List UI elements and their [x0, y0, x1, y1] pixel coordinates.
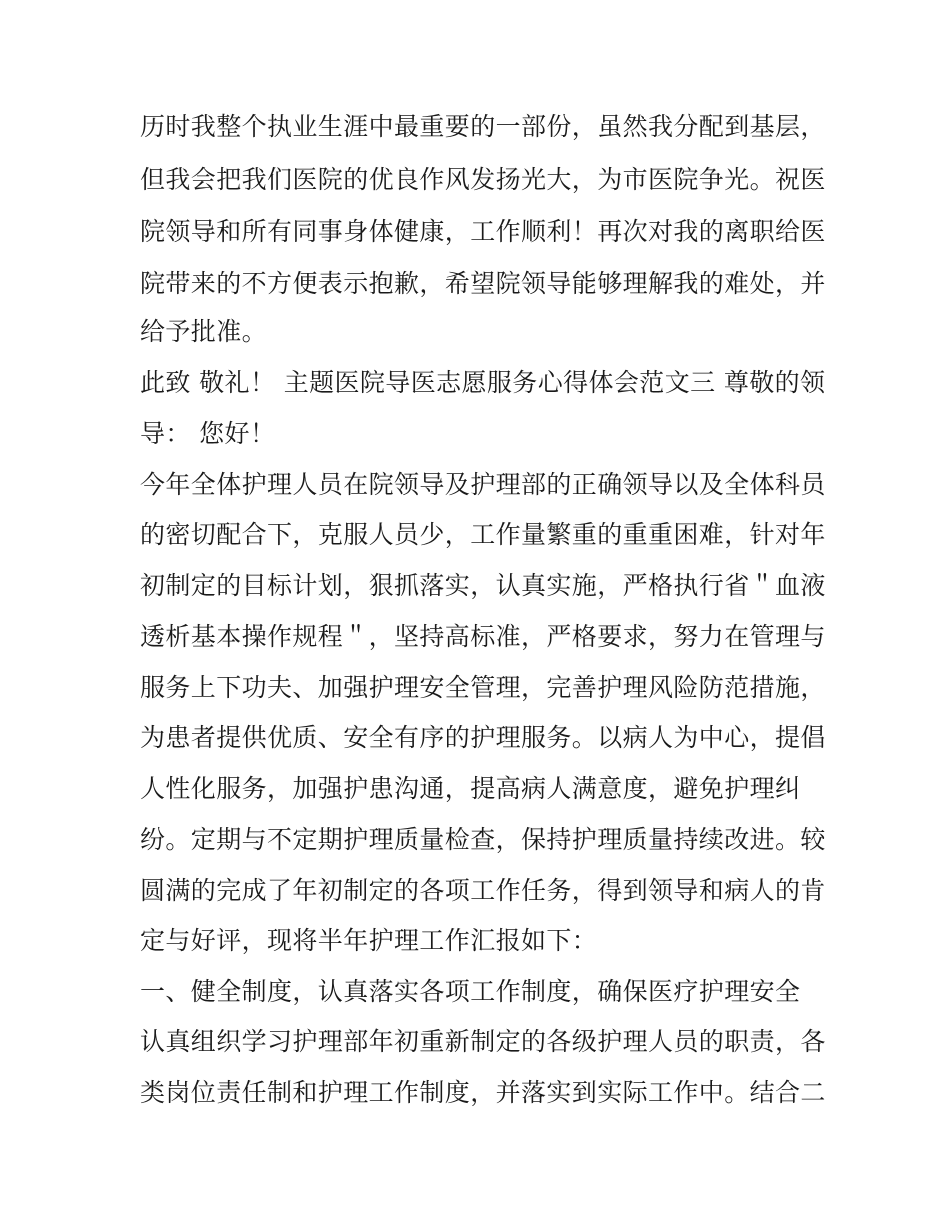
text-line: 服务上下功夫、加强护理安全管理，完善护理风险防范措施， [140, 673, 826, 702]
text-line: 纷。定期与不定期护理质量检查，保持护理质量持续改进。较 [140, 825, 826, 854]
text-line: 初制定的目标计划，狠抓落实，认真实施，严格执行省＂血液 [140, 571, 826, 600]
text-line: 类岗位责任制和护理工作制度，并落实到实际工作中。结合二 [140, 1078, 826, 1107]
text-line: 给予批准。 [140, 317, 268, 346]
text-line: 定与好评，现将半年护理工作汇报如下： [140, 926, 598, 955]
text-line: 院领导和所有同事身体健康，工作顺利！再次对我的离职给医 [140, 217, 826, 246]
text-line: 导： 您好！ [140, 419, 276, 448]
text-line: 的密切配合下，克服人员少，工作量繁重的重重困难，针对年 [140, 520, 826, 549]
text-line: 为患者提供优质、安全有序的护理服务。以病人为中心，提倡 [140, 723, 826, 752]
text-line: 透析基本操作规程＂，坚持高标准，严格要求，努力在管理与 [140, 622, 826, 651]
text-line: 一、健全制度，认真落实各项工作制度，确保医疗护理安全 [140, 977, 801, 1006]
text-line: 此致 敬礼！ 主题医院导医志愿服务心得体会范文三 尊敬的领 [140, 368, 826, 397]
text-line: 认真组织学习护理部年初重新制定的各级护理人员的职责，各 [140, 1027, 826, 1056]
text-line: 今年全体护理人员在院领导及护理部的正确领导以及全体科员 [140, 470, 826, 499]
text-line: 人性化服务，加强护患沟通，提高病人满意度，避免护理纠 [140, 774, 801, 803]
text-line: 历时我整个执业生涯中最重要的一部份，虽然我分配到基层， [140, 112, 826, 141]
text-line: 圆满的完成了年初制定的各项工作任务，得到领导和病人的肯 [140, 876, 826, 905]
text-line: 但我会把我们医院的优良作风发扬光大，为市医院争光。祝医 [140, 165, 826, 194]
text-line: 院带来的不方便表示抱歉，希望院领导能够理解我的难处，并 [140, 269, 826, 298]
